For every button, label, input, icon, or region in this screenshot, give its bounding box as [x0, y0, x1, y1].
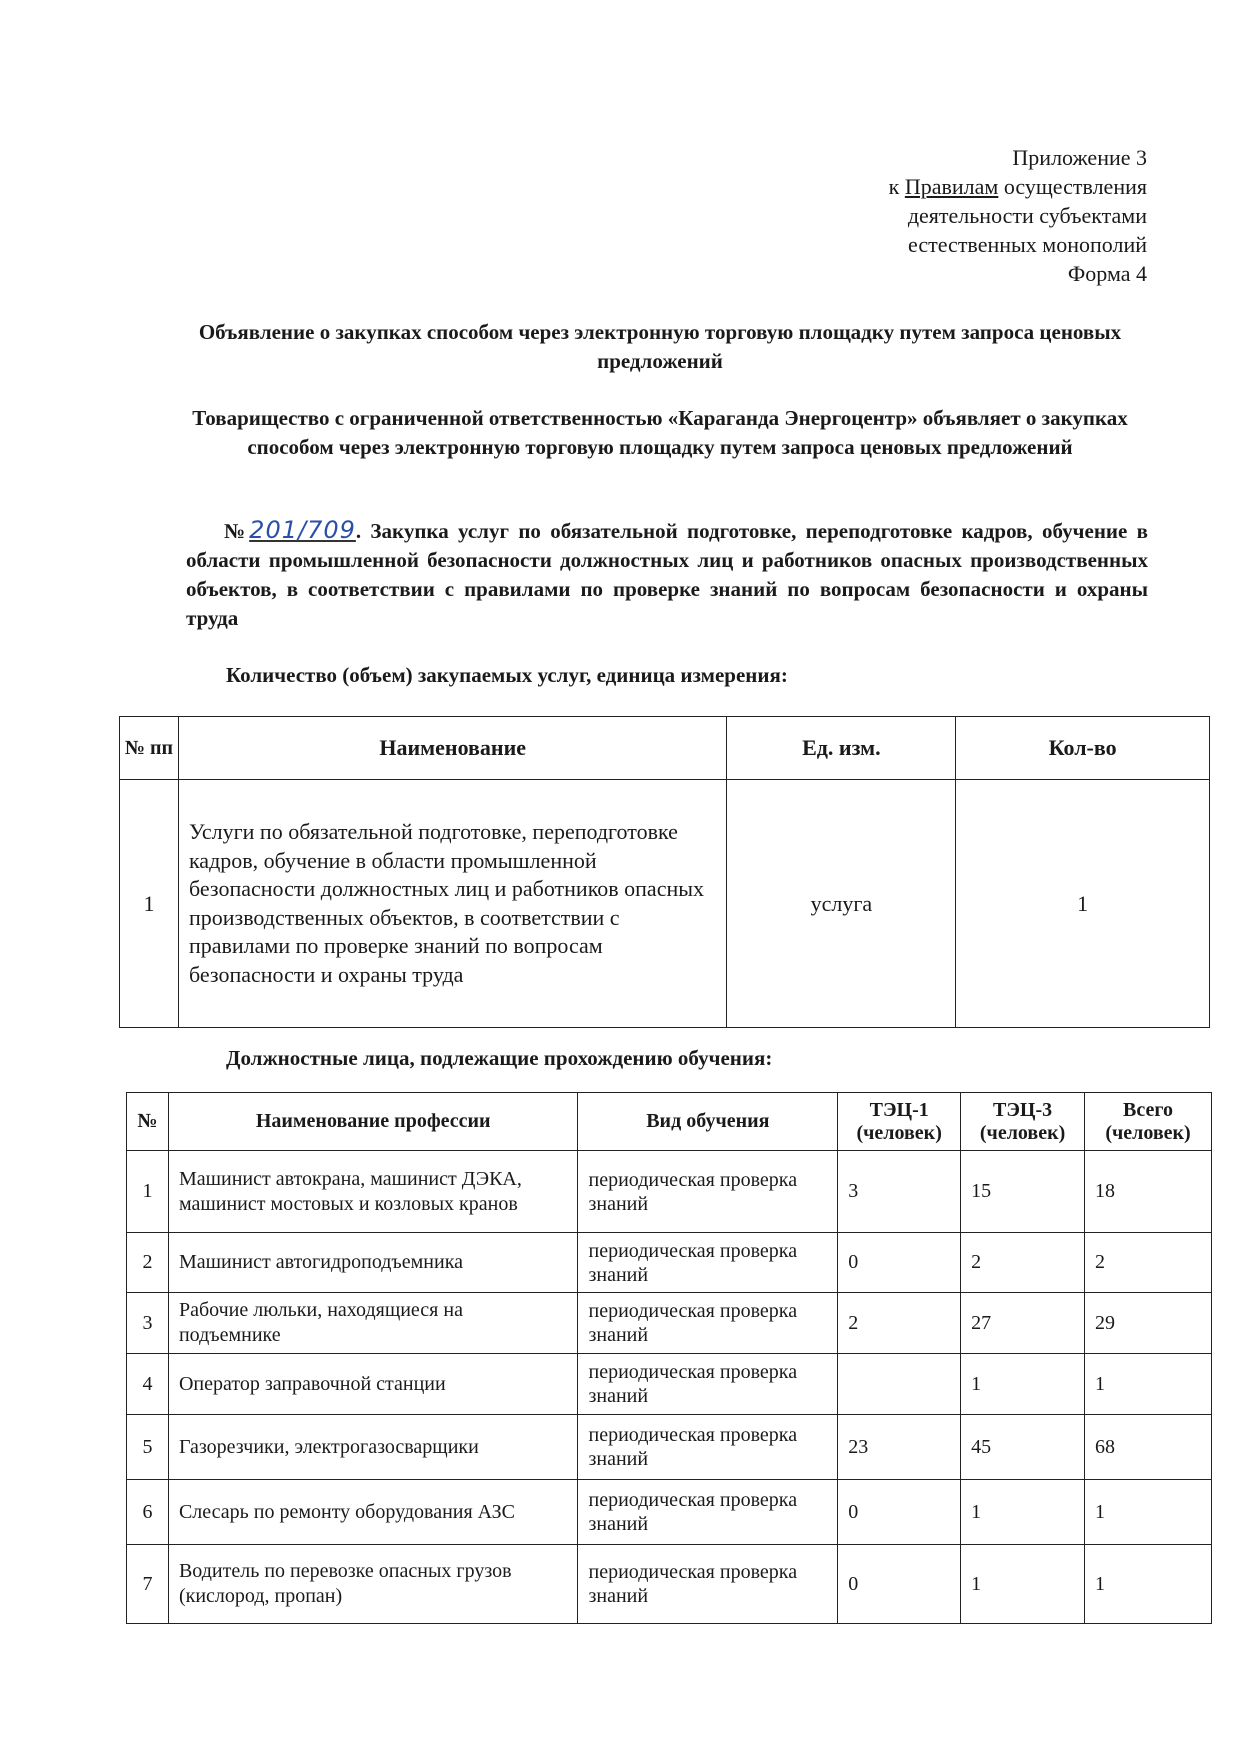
appendix-block: [760, 143, 1147, 288]
staff-cell-number: 2: [127, 1233, 169, 1293]
form-number: Форма 4: [1067, 261, 1147, 286]
rules-link[interactable]: Правилам: [904, 174, 999, 199]
staff-cell-total: 1: [1085, 1354, 1212, 1415]
staff-cell-total: 68: [1085, 1415, 1212, 1480]
staff-table: [126, 1092, 1212, 1624]
staff-cell-number: 5: [127, 1415, 169, 1480]
staff-cell-tec1: 2: [838, 1293, 961, 1354]
appendix-line-3: деятельности субъектами: [907, 203, 1147, 228]
staff-cell-tec3: 1: [961, 1480, 1085, 1545]
table-row: [120, 780, 1210, 1028]
quantity-header-row: [120, 717, 1210, 780]
staff-cell-kind: периодическая проверка знаний: [578, 1293, 838, 1354]
qty-cell-name: Услуги по обязательной подготовке, переподготовке кадров, обучение в области промышленной безопасности должностных лиц и работников опасных производственных объектов, в соответствии с правилами по проверке знаний по вопросам безопасности и охраны труда: [178, 780, 727, 1028]
staff-header-kind: Вид обучения: [578, 1093, 838, 1151]
staff-cell-number: 4: [127, 1354, 169, 1415]
staff-cell-number: 6: [127, 1480, 169, 1545]
staff-cell-profession: Водитель по перевозке опасных грузов (кислород, пропан): [168, 1545, 578, 1624]
staff-cell-tec1: 0: [838, 1233, 961, 1293]
table-row: [127, 1480, 1212, 1545]
staff-cell-profession: Оператор заправочной станции: [168, 1354, 578, 1415]
table-row: [127, 1545, 1212, 1624]
staff-cell-total: 1: [1085, 1480, 1212, 1545]
staff-header-row: [127, 1093, 1212, 1151]
staff-heading: Должностные лица, подлежащие прохождению обучения:: [226, 1046, 773, 1070]
staff-header-tec3: ТЭЦ-3 (человек): [961, 1093, 1085, 1151]
staff-cell-kind: периодическая проверка знаний: [578, 1151, 838, 1233]
qty-header-unit: Ед. изм.: [727, 717, 956, 780]
lot-text: . Закупка услуг по обязательной подготовке, переподготовке кадров, обучение в области промышленной безопасности должностных лиц и работников опасных производственных объектов, в соответствии с правилами по проверке знаний по вопросам безопасности и охраны труда: [186, 519, 1148, 630]
announcement-title: Объявление о закупках способом через электронную торговую площадку путем запроса ценовых предложений: [198, 320, 1122, 373]
qty-cell-unit: услуга: [727, 780, 956, 1028]
table-row: [127, 1293, 1212, 1354]
staff-cell-profession: Машинист автогидроподъемника: [168, 1233, 578, 1293]
staff-cell-total: 2: [1085, 1233, 1212, 1293]
table-row: [127, 1415, 1212, 1480]
quantity-table: [119, 716, 1210, 1028]
appendix-number: Приложение 3: [1012, 145, 1147, 170]
staff-cell-tec1: 0: [838, 1480, 961, 1545]
table-row: [127, 1354, 1212, 1415]
staff-cell-tec1: 0: [838, 1545, 961, 1624]
staff-cell-total: 1: [1085, 1545, 1212, 1624]
staff-cell-profession: Слесарь по ремонту оборудования АЗС: [168, 1480, 578, 1545]
lot-number-sign: №: [224, 519, 250, 543]
qty-header-number: № пп: [120, 717, 179, 780]
staff-cell-kind: периодическая проверка знаний: [578, 1415, 838, 1480]
staff-cell-profession: Машинист автокрана, машинист ДЭКА, машинист мостовых и козловых кранов: [168, 1151, 578, 1233]
staff-cell-tec1: 23: [838, 1415, 961, 1480]
staff-header-number: №: [127, 1093, 169, 1151]
staff-cell-tec3: 1: [961, 1354, 1085, 1415]
staff-cell-number: 7: [127, 1545, 169, 1624]
table-row: [127, 1151, 1212, 1233]
staff-cell-number: 1: [127, 1151, 169, 1233]
lot-number-handwritten: 201/709: [249, 516, 356, 544]
staff-cell-tec3: 27: [961, 1293, 1085, 1354]
staff-cell-kind: периодическая проверка знаний: [578, 1354, 838, 1415]
staff-header-tec1: ТЭЦ-1 (человек): [838, 1093, 961, 1151]
lot-description: [186, 516, 1148, 633]
organizer-statement: Товарищество с ограниченной ответственностью «Караганда Энергоцентр» объявляет о закупках способом через электронную торговую площадку путем запроса ценовых предложений: [192, 406, 1128, 459]
staff-cell-profession: Рабочие люльки, находящиеся на подъемнике: [168, 1293, 578, 1354]
staff-cell-tec3: 15: [961, 1151, 1085, 1233]
quantity-heading: Количество (объем) закупаемых услуг, единица измерения:: [226, 663, 788, 687]
staff-cell-tec3: 2: [961, 1233, 1085, 1293]
staff-cell-total: 29: [1085, 1293, 1212, 1354]
appendix-rules-prefix: к: [888, 174, 905, 199]
qty-header-qty: Кол-во: [956, 717, 1210, 780]
staff-cell-kind: периодическая проверка знаний: [578, 1233, 838, 1293]
staff-cell-tec3: 45: [961, 1415, 1085, 1480]
staff-cell-total: 18: [1085, 1151, 1212, 1233]
staff-header-profession: Наименование профессии: [168, 1093, 578, 1151]
staff-cell-tec1: [838, 1354, 961, 1415]
staff-header-total: Всего (человек): [1085, 1093, 1212, 1151]
qty-cell-number: 1: [120, 780, 179, 1028]
staff-cell-tec3: 1: [961, 1545, 1085, 1624]
staff-cell-tec1: 3: [838, 1151, 961, 1233]
staff-cell-number: 3: [127, 1293, 169, 1354]
appendix-line-4: естественных монополий: [908, 232, 1147, 257]
staff-cell-kind: периодическая проверка знаний: [578, 1480, 838, 1545]
qty-header-name: Наименование: [178, 717, 727, 780]
qty-cell-qty: 1: [956, 780, 1210, 1028]
staff-cell-profession: Газорезчики, электрогазосварщики: [168, 1415, 578, 1480]
staff-cell-kind: периодическая проверка знаний: [578, 1545, 838, 1624]
appendix-rules-line: [760, 172, 1147, 201]
appendix-rules-suffix: осуществления: [998, 174, 1147, 199]
table-row: [127, 1233, 1212, 1293]
